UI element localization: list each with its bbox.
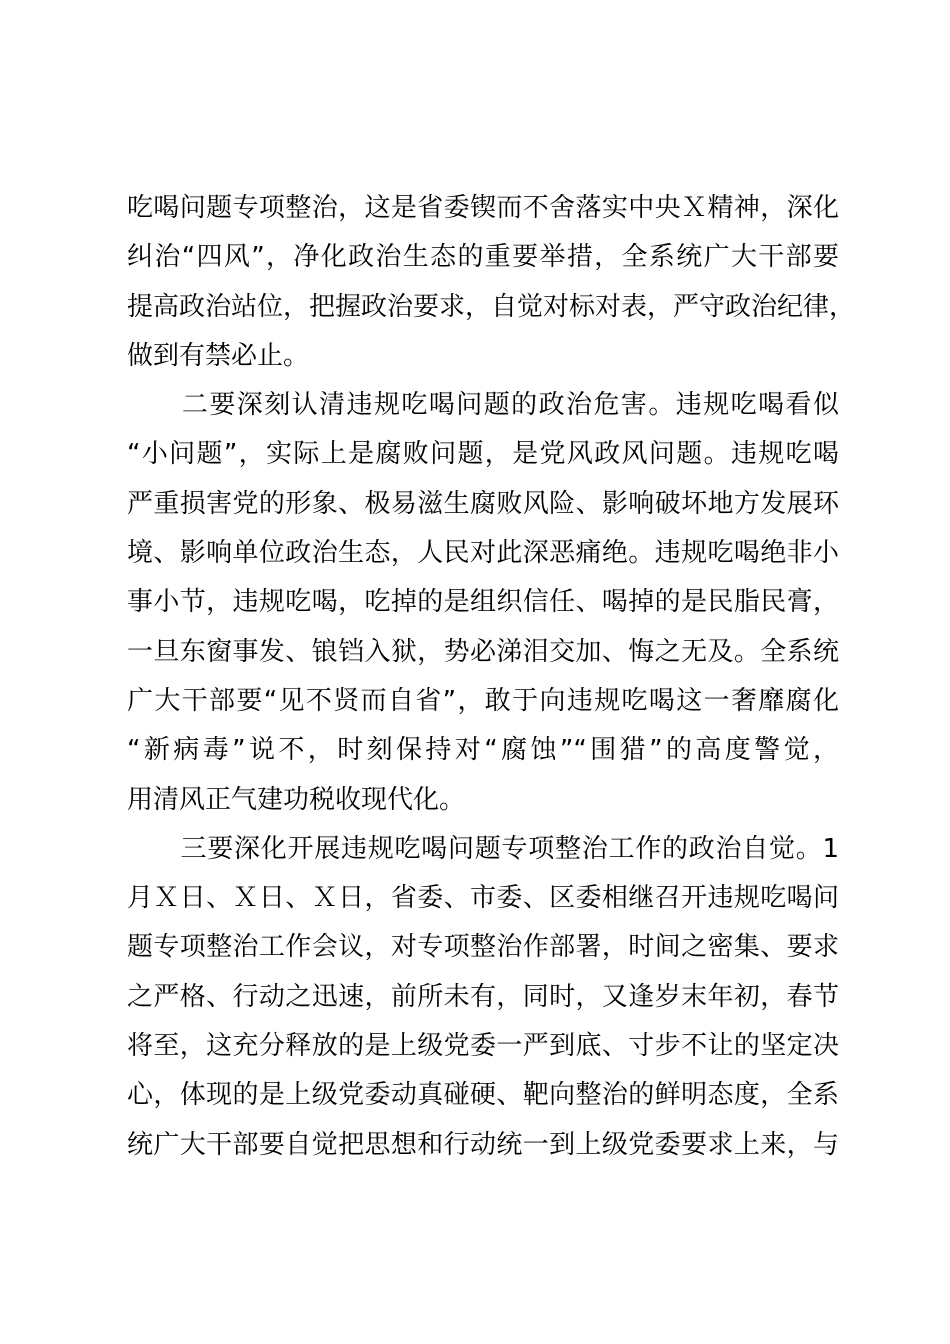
- text-line: 将至，这充分释放的是上级党委一严到底、寸步不让的坚定决: [127, 1031, 839, 1062]
- text-line: “小问题”，实际上是腐败问题，是党风政风问题。违规吃喝: [127, 439, 839, 470]
- text-line: 境、影响单位政治生态，人民对此深恶痛绝。违规吃喝绝非小: [127, 538, 839, 569]
- text-line: “新病毒”说不，时刻保持对“腐蚀”“围猎”的高度警觉，: [127, 735, 839, 766]
- text-line: 用清风正气建功税收现代化。: [127, 784, 466, 815]
- text-line: 月Ｘ日、Ｘ日、Ｘ日，省委、市委、区委相继召开违规吃喝问: [127, 883, 839, 914]
- body-text: [127, 184, 856, 1170]
- text-line: 心，体现的是上级党委动真碰硬、靶向整治的鲜明态度，全系: [127, 1080, 839, 1111]
- text-line: 广大干部要“见不贤而自省”，敢于向违规吃喝这一奢靡腐化: [127, 685, 839, 716]
- text-line: 提高政治站位，把握政治要求，自觉对标对表，严守政治纪律，: [127, 291, 856, 322]
- text-line: 统广大干部要自觉把思想和行动统一到上级党委要求上来，与: [127, 1129, 839, 1160]
- text-line: 严重损害党的形象、极易滋生腐败风险、影响破坏地方发展环: [127, 488, 839, 519]
- text-line: 题专项整治工作会议，对专项整治作部署，时间之密集、要求: [127, 932, 839, 963]
- text-line: 事小节，违规吃喝，吃掉的是组织信任、喝掉的是民脂民膏，: [127, 587, 839, 618]
- text-line: 之严格、行动之迅速，前所未有，同时，又逢岁末年初，春节: [127, 981, 839, 1012]
- text-line: 三要深化开展违规吃喝问题专项整治工作的政治自觉。1: [127, 833, 839, 864]
- text-line: 吃喝问题专项整治，这是省委锲而不舍落实中央Ｘ精神，深化: [127, 193, 839, 223]
- text-line: 纠治“四风”，净化政治生态的重要举措，全系统广大干部要: [127, 242, 839, 273]
- text-line: 一旦东窗事发、锒铛入狱，势必涕泪交加、悔之无及。全系统: [127, 636, 839, 667]
- text-line: 做到有禁必止。: [127, 340, 310, 371]
- text-line: 二要深刻认清违规吃喝问题的政治危害。违规吃喝看似: [127, 390, 839, 421]
